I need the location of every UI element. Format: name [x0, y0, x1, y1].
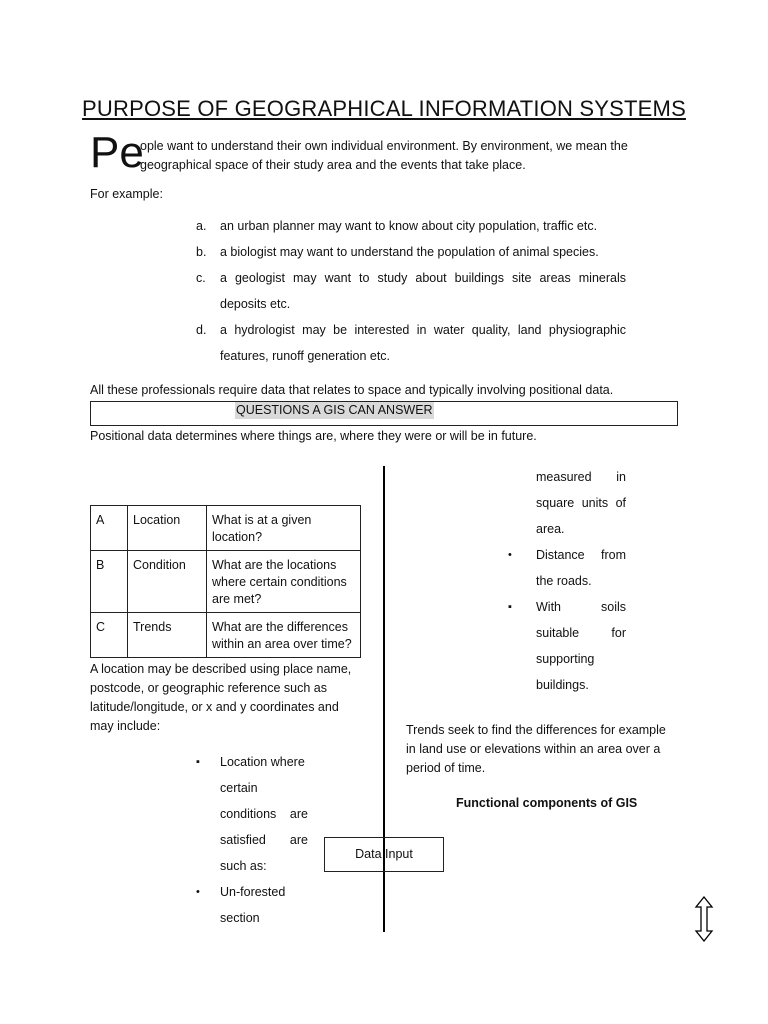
table-cell: A — [91, 506, 128, 551]
list-text: a hydrologist may be interested in water quality, land physiographic — [220, 323, 626, 337]
table-row — [91, 551, 361, 613]
round-bullet-icon: • — [508, 549, 512, 561]
text-line: may include: — [90, 719, 161, 733]
data-input-box: Data Input — [324, 837, 444, 872]
cell-line: What is at a given — [212, 513, 312, 527]
table-cell: Trends — [128, 613, 207, 658]
table-row — [91, 613, 361, 658]
table-cell: Condition — [128, 551, 207, 613]
list-text: Location where — [220, 755, 305, 769]
intro-line: geographical space of their study area and the events that take place. — [140, 158, 526, 172]
table-cell — [207, 551, 361, 613]
page-title: PURPOSE OF GEOGRAPHICAL INFORMATION SYSTEMS — [82, 96, 686, 121]
trends-paragraph — [406, 721, 666, 778]
list-text-continued: features, runoff generation etc. — [220, 349, 391, 363]
text-line: in land use or elevations within an area over a — [406, 742, 661, 756]
round-bullet-icon: • — [196, 886, 200, 898]
text-line: Trends seek to find the differences for example — [406, 723, 666, 737]
cell-line: are met? — [212, 592, 262, 606]
criteria-list — [508, 464, 626, 698]
list-marker: c. — [196, 271, 206, 285]
list-item — [196, 265, 626, 291]
functional-components-heading: Functional components of GIS — [456, 796, 638, 810]
list-text: certain — [220, 781, 258, 795]
text-line: latitude/longitude, or x and y coordinates and — [90, 700, 339, 714]
list-text-continued: deposits etc. — [220, 297, 291, 311]
location-description — [90, 660, 351, 736]
list-marker: a. — [196, 219, 207, 233]
list-marker: d. — [196, 323, 207, 337]
list-item — [196, 213, 626, 239]
table-cell — [207, 506, 361, 551]
table-cell — [207, 613, 361, 658]
list-text: such as: — [220, 859, 267, 873]
questions-heading: QUESTIONS A GIS CAN ANSWER — [236, 403, 433, 417]
list-text: a geologist may want to study about buildings site areas minerals — [220, 271, 626, 285]
cell-line: What are the locations — [212, 558, 337, 572]
cell-line: location? — [212, 530, 263, 544]
square-bullet-icon: ▪ — [196, 756, 200, 768]
list-item — [196, 239, 626, 265]
list-text: a biologist may want to understand the population of animal species. — [220, 245, 599, 259]
list-text: Distance from — [536, 548, 626, 562]
table-cell: B — [91, 551, 128, 613]
cell-line: within an area over time? — [212, 637, 352, 651]
list-text: supporting — [536, 652, 595, 666]
positional-text: Positional data determines where things are, where they were or will be in future. — [90, 429, 537, 443]
list-text: an urban planner may want to know about city population, traffic etc. — [220, 219, 598, 233]
list-text: suitable for — [536, 626, 626, 640]
gis-questions-table — [90, 505, 361, 658]
list-marker: b. — [196, 245, 207, 259]
condition-list — [196, 749, 308, 931]
list-text: conditions are — [220, 807, 308, 821]
table-cell: C — [91, 613, 128, 658]
text-line: period of time. — [406, 761, 486, 775]
table-cell: Location — [128, 506, 207, 551]
list-item — [196, 879, 308, 905]
list-text: square units of — [536, 496, 626, 510]
intro-paragraph — [140, 137, 680, 175]
cell-line: What are the differences — [212, 620, 348, 634]
text-line: postcode, or geographic reference such as — [90, 681, 327, 695]
double-arrow-icon — [694, 896, 714, 942]
list-text: area. — [536, 522, 565, 536]
list-item — [508, 594, 626, 620]
for-example-label: For example: — [90, 187, 163, 201]
list-text: measured in — [536, 470, 626, 484]
table-row — [91, 506, 361, 551]
list-text: With soils — [536, 600, 626, 614]
list-item — [196, 749, 308, 775]
example-list — [196, 213, 626, 369]
intro-line: ople want to understand their own individual environment. By environment, we mean the — [140, 139, 628, 153]
square-bullet-icon: ▪ — [508, 601, 512, 613]
list-text: the roads. — [536, 574, 592, 588]
list-text: section — [220, 911, 260, 925]
list-text: satisfied are — [220, 833, 308, 847]
text-line: A location may be described using place name, — [90, 662, 352, 676]
list-item — [196, 317, 626, 343]
list-text: buildings. — [536, 678, 589, 692]
drop-cap: Pe — [90, 128, 144, 177]
list-text: Un-forested — [220, 885, 286, 899]
professionals-text: All these professionals require data that relates to space and typically involving positional data. — [90, 383, 614, 397]
cell-line: where certain conditions — [212, 575, 347, 589]
list-item — [508, 542, 626, 568]
